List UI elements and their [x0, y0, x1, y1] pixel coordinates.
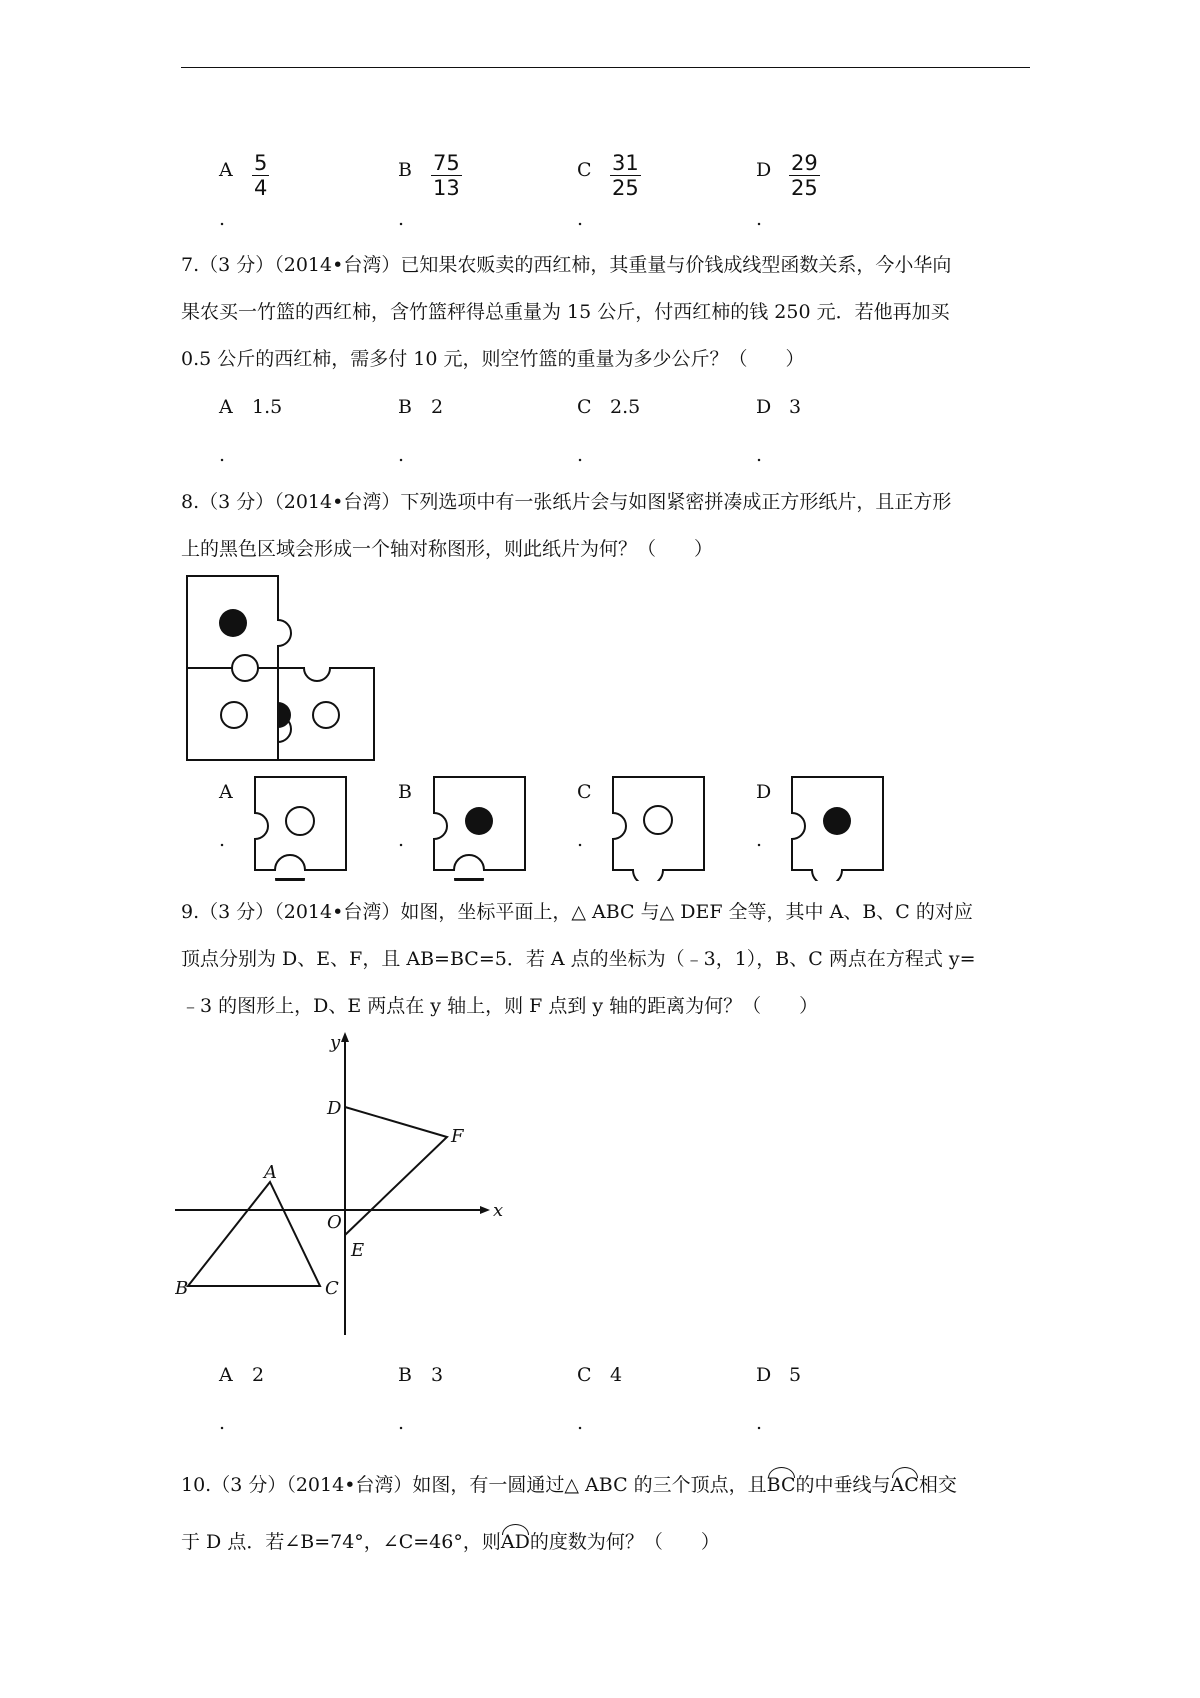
triangle-def — [345, 1107, 447, 1235]
option-value: 2.5 — [610, 396, 641, 418]
y-axis-label: y — [330, 1032, 341, 1053]
option-dot: . — [756, 829, 763, 851]
q6-option-d-letter: D — [756, 159, 772, 181]
q9-coordinate-graph — [175, 1030, 515, 1340]
q10-line1-start: 10.（3 分）（2014•台湾）如图，有一圆通过△ ABC 的三个顶点，且 — [181, 1474, 767, 1496]
point-e-label: E — [351, 1240, 365, 1261]
arc-ad: AD — [501, 1524, 530, 1554]
option-letter: C — [577, 781, 592, 803]
point-c-label: C — [325, 1278, 339, 1299]
bottom-left-piece — [187, 668, 278, 760]
q10-line1-middle: 的中垂线与 — [795, 1474, 891, 1496]
option-dot: . — [398, 444, 405, 466]
y-arrow — [341, 1032, 349, 1042]
option-dot: . — [219, 829, 226, 851]
point-d-label: D — [327, 1098, 342, 1119]
q6-option-c-dot: . — [577, 208, 584, 230]
numerator: 29 — [791, 151, 818, 175]
q8-option-d-piece — [787, 775, 887, 881]
arc-ac: AC — [891, 1467, 919, 1497]
q6-option-a-dot: . — [219, 208, 226, 230]
option-value: 3 — [431, 1364, 444, 1386]
option-letter: B — [398, 396, 412, 418]
q7-text-line-2: 果农买一竹篮的西红柿，含竹篮秤得总重量为 15 公斤，付西红柿的钱 250 元．若他再加买 — [181, 301, 950, 323]
header-rule — [181, 67, 1030, 68]
option-letter: C — [577, 1364, 592, 1386]
bottom-right-piece — [278, 668, 374, 760]
q9-text-line-2: 顶点分别为 D、E、F，且 AB=BC=5．若 A 点的坐标为（﹣3，1），B、C 两点在方程式 y= — [181, 948, 976, 970]
triangle-abc — [188, 1182, 320, 1286]
option-value: 2 — [431, 396, 444, 418]
option-dot: . — [219, 444, 226, 466]
denominator: 13 — [433, 176, 460, 200]
denominator: 25 — [791, 176, 818, 200]
black-circle-top — [219, 609, 247, 637]
q6-option-c-fraction[interactable] — [610, 151, 641, 200]
q10-line1-end: 相交 — [918, 1474, 957, 1496]
arc-bc: BC — [767, 1467, 796, 1497]
numerator: 5 — [254, 151, 268, 175]
x-axis-label: x — [493, 1200, 504, 1221]
q9-text-line-3: ﹣3 的图形上，D、E 两点在 y 轴上，则 F 点到 y 轴的距离为何？（ ） — [181, 995, 819, 1017]
denominator: 4 — [254, 176, 268, 200]
option-dot: . — [577, 1412, 584, 1434]
point-f-label: F — [451, 1126, 464, 1147]
q10-line2-start: 于 D 点．若∠B=74°，∠C=46°，则 — [181, 1531, 501, 1553]
q6-option-b-fraction[interactable] — [431, 151, 462, 200]
x-arrow — [480, 1206, 490, 1214]
q6-option-d-fraction[interactable] — [789, 151, 820, 200]
q6-option-c-letter: C — [577, 159, 592, 181]
option-dot: . — [398, 1412, 405, 1434]
option-letter: A — [219, 781, 233, 803]
q6-option-a-fraction[interactable] — [252, 151, 269, 200]
white-circle-left — [221, 702, 247, 728]
option-dot: . — [577, 444, 584, 466]
option-value: 4 — [610, 1364, 623, 1386]
q10-text-line-2 — [181, 1524, 720, 1554]
q8-text-line-2: 上的黑色区域会形成一个轴对称图形，则此纸片为何？（ ） — [181, 538, 714, 560]
option-letter: C — [577, 396, 592, 418]
q8-puzzle-figure — [180, 570, 380, 765]
option-dot: . — [219, 1412, 226, 1434]
numerator: 31 — [612, 151, 639, 175]
q6-option-d-dot: . — [756, 208, 763, 230]
option-letter: D — [756, 396, 772, 418]
q6-option-a-letter: A — [219, 159, 233, 181]
option-value: 1.5 — [252, 396, 283, 418]
point-a-label: A — [264, 1162, 277, 1183]
q6-option-b-letter: B — [398, 159, 412, 181]
option-letter: D — [756, 781, 772, 803]
option-letter: A — [219, 1364, 233, 1386]
q7-text-line-3: 0.5 公斤的西红柿，需多付 10 元，则空竹篮的重量为多少公斤？（ ） — [181, 348, 805, 370]
white-circle-right — [313, 702, 339, 728]
q8-option-a-piece — [250, 775, 350, 881]
option-dot: . — [398, 829, 405, 851]
q8-text-line-1: 8.（3 分）（2014•台湾）下列选项中有一张纸片会与如图紧密拼凑成正方形纸片，且正方形 — [181, 491, 952, 513]
option-dot: . — [577, 829, 584, 851]
option-value: 2 — [252, 1364, 265, 1386]
option-letter: B — [398, 781, 412, 803]
option-dot: . — [756, 444, 763, 466]
point-b-label: B — [175, 1278, 189, 1299]
option-letter: A — [219, 396, 233, 418]
denominator: 25 — [612, 176, 639, 200]
q8-option-c-piece — [608, 775, 708, 881]
option-value: 3 — [789, 396, 802, 418]
q9-text-line-1: 9.（3 分）（2014•台湾）如图，坐标平面上，△ ABC 与△ DEF 全等，其中 A、B、C 的对应 — [181, 901, 973, 923]
q6-option-b-dot: . — [398, 208, 405, 230]
option-letter: B — [398, 1364, 412, 1386]
option-letter: D — [756, 1364, 772, 1386]
q7-text-line-1: 7.（3 分）（2014•台湾）已知果农贩卖的西红柿，其重量与价钱成线型函数关系，今小华向 — [181, 254, 952, 276]
q10-line2-end: 的度数为何？（ ） — [529, 1531, 720, 1553]
option-dot: . — [756, 1412, 763, 1434]
origin-label: O — [327, 1212, 342, 1233]
q8-option-b-piece — [429, 775, 529, 881]
q10-text-line-1 — [181, 1467, 957, 1497]
option-value: 5 — [789, 1364, 802, 1386]
numerator: 75 — [433, 151, 460, 175]
